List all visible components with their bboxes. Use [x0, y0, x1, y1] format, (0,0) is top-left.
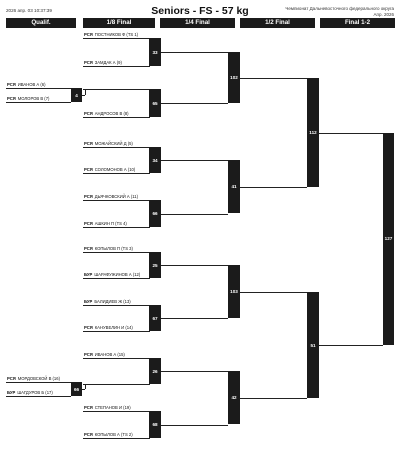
bout-number[interactable]: 25: [149, 252, 161, 278]
athlete-entry[interactable]: [83, 431, 150, 439]
athlete-name: ДЬЯЧКОВСКИЙ А (11): [94, 194, 138, 199]
athlete-name: АНДРОСОВ В (8): [94, 111, 129, 116]
athlete-country: РСЯ: [84, 221, 93, 226]
bracket-line: [161, 371, 228, 372]
athlete-country: РСЯ: [84, 194, 93, 199]
bracket-line: [319, 133, 383, 134]
bout-number[interactable]: 26: [149, 358, 161, 384]
athlete-name: БАЛИДИЕВ Ж (13): [94, 299, 131, 304]
athlete-name: МОЖАЙСКИЙ Д (5): [94, 141, 133, 146]
athlete-entry[interactable]: [83, 166, 150, 174]
athlete-entry[interactable]: [83, 404, 150, 412]
athlete-entry[interactable]: [83, 377, 150, 385]
athlete-country: РСЯ: [84, 32, 93, 37]
athlete-name: МОРДОВСКОЙ В (16): [17, 376, 60, 381]
bout-number[interactable]: 65: [149, 89, 161, 117]
athlete-country: РСЯ: [84, 60, 93, 65]
athlete-country: БУР: [7, 390, 16, 395]
athlete-country: РСЯ: [84, 167, 93, 172]
bracket-line: [161, 103, 228, 104]
page-title: Seniors - FS - 57 kg: [151, 5, 249, 17]
athlete-country: БУР: [84, 272, 93, 277]
athlete-entry[interactable]: [83, 31, 150, 39]
round-qualif: Qualif.: [6, 18, 76, 28]
athlete-entry[interactable]: [83, 140, 150, 148]
event-date: Апр. 2026: [373, 12, 394, 17]
bracket-line: [82, 95, 85, 96]
bout-number[interactable]: 66: [149, 200, 161, 227]
athlete-entry[interactable]: [83, 271, 150, 279]
athlete-entry[interactable]: [83, 220, 150, 228]
bracket-line: [85, 384, 86, 389]
bout-number[interactable]: 127: [383, 133, 394, 346]
athlete-country: РСЯ: [7, 82, 16, 87]
bracket-line: [161, 265, 228, 266]
bracket-line: [240, 292, 307, 293]
bracket-line: [161, 214, 228, 215]
bracket-line: [161, 425, 228, 426]
bout-number[interactable]: 102: [228, 52, 240, 103]
athlete-entry[interactable]: [6, 375, 71, 383]
athlete-name: КОПЫЛОВ А (TS 2): [94, 432, 133, 437]
bracket-line: [161, 318, 228, 319]
athlete-entry[interactable]: [83, 82, 150, 90]
bracket-line: [161, 52, 228, 53]
athlete-entry[interactable]: [83, 59, 150, 67]
bout-number[interactable]: 34: [149, 147, 161, 173]
round-eighth: 1/8 Final: [83, 18, 155, 28]
athlete-entry[interactable]: [83, 193, 150, 201]
bout-number[interactable]: 42: [228, 371, 240, 424]
athlete-entry[interactable]: [6, 81, 71, 89]
athlete-country: РСЯ: [7, 376, 16, 381]
event-name: Чемпионат Дальневосточного федерального округа: [285, 6, 394, 11]
athlete-entry[interactable]: [83, 110, 150, 118]
athlete-name: АШКИН П (TS 4): [94, 221, 127, 226]
athlete-entry[interactable]: [83, 351, 150, 359]
round-quarter: 1/4 Final: [160, 18, 235, 28]
athlete-name: МОЛОРОВ В (7): [17, 96, 50, 101]
athlete-name: СТЕПАНОВ И (19): [94, 405, 131, 410]
athlete-name: ПОСТНИКОВ Ф (TS 1): [94, 32, 139, 37]
athlete-entry[interactable]: [6, 389, 71, 397]
bout-number[interactable]: 51: [307, 292, 319, 398]
athlete-name: КОПЫЛОВ П (TS 3): [94, 246, 133, 251]
bracket-line: [240, 187, 307, 188]
athlete-name: КАНУВЕЛИН И (14): [94, 325, 133, 330]
athlete-country: РСЯ: [7, 96, 16, 101]
bout-number[interactable]: 103: [228, 265, 240, 318]
bracket-line: [240, 78, 307, 79]
bracket-line: [161, 160, 228, 161]
athlete-country: РСЯ: [84, 141, 93, 146]
athlete-country: РСЯ: [84, 111, 93, 116]
bout-number[interactable]: 33: [149, 38, 161, 66]
bracket-line: [82, 389, 85, 390]
athlete-country: РСЯ: [84, 432, 93, 437]
bracket-line: [319, 345, 383, 346]
bracket-line: [85, 89, 86, 95]
athlete-name: ШАРАФУЖИНОВ А (12): [94, 272, 141, 277]
athlete-country: РСЯ: [84, 405, 93, 410]
athlete-entry[interactable]: [83, 324, 150, 332]
header-timestamp: 2026 апр. 03 10:37:39: [6, 8, 52, 13]
bout-number[interactable]: 4: [71, 88, 82, 102]
round-semi: 1/2 Final: [240, 18, 315, 28]
athlete-entry[interactable]: [83, 245, 150, 253]
round-final: Final 1-2: [320, 18, 395, 28]
bout-number[interactable]: 41: [228, 160, 240, 213]
event-info: [285, 6, 394, 18]
bout-number[interactable]: 112: [307, 78, 319, 187]
bout-number[interactable]: 68: [149, 411, 161, 438]
athlete-name: ШАГДУРОВ Б (17): [17, 390, 53, 395]
athlete-country: РСЯ: [84, 325, 93, 330]
athlete-country: РСЯ: [84, 246, 93, 251]
bout-number[interactable]: 66: [71, 382, 82, 396]
bracket-line: [240, 398, 307, 399]
athlete-country: РСЯ: [84, 352, 93, 357]
athlete-entry[interactable]: [83, 298, 150, 306]
athlete-name: ИВАНОВ А (15): [94, 352, 125, 357]
athlete-country: БУР: [84, 299, 93, 304]
athlete-entry[interactable]: [6, 95, 71, 103]
athlete-name: ИВАНОВ А (6): [17, 82, 46, 87]
athlete-name: СОЛОМОНОВ А (10): [94, 167, 136, 172]
bout-number[interactable]: 67: [149, 305, 161, 331]
athlete-name: ЗАМДАК А (9): [94, 60, 122, 65]
